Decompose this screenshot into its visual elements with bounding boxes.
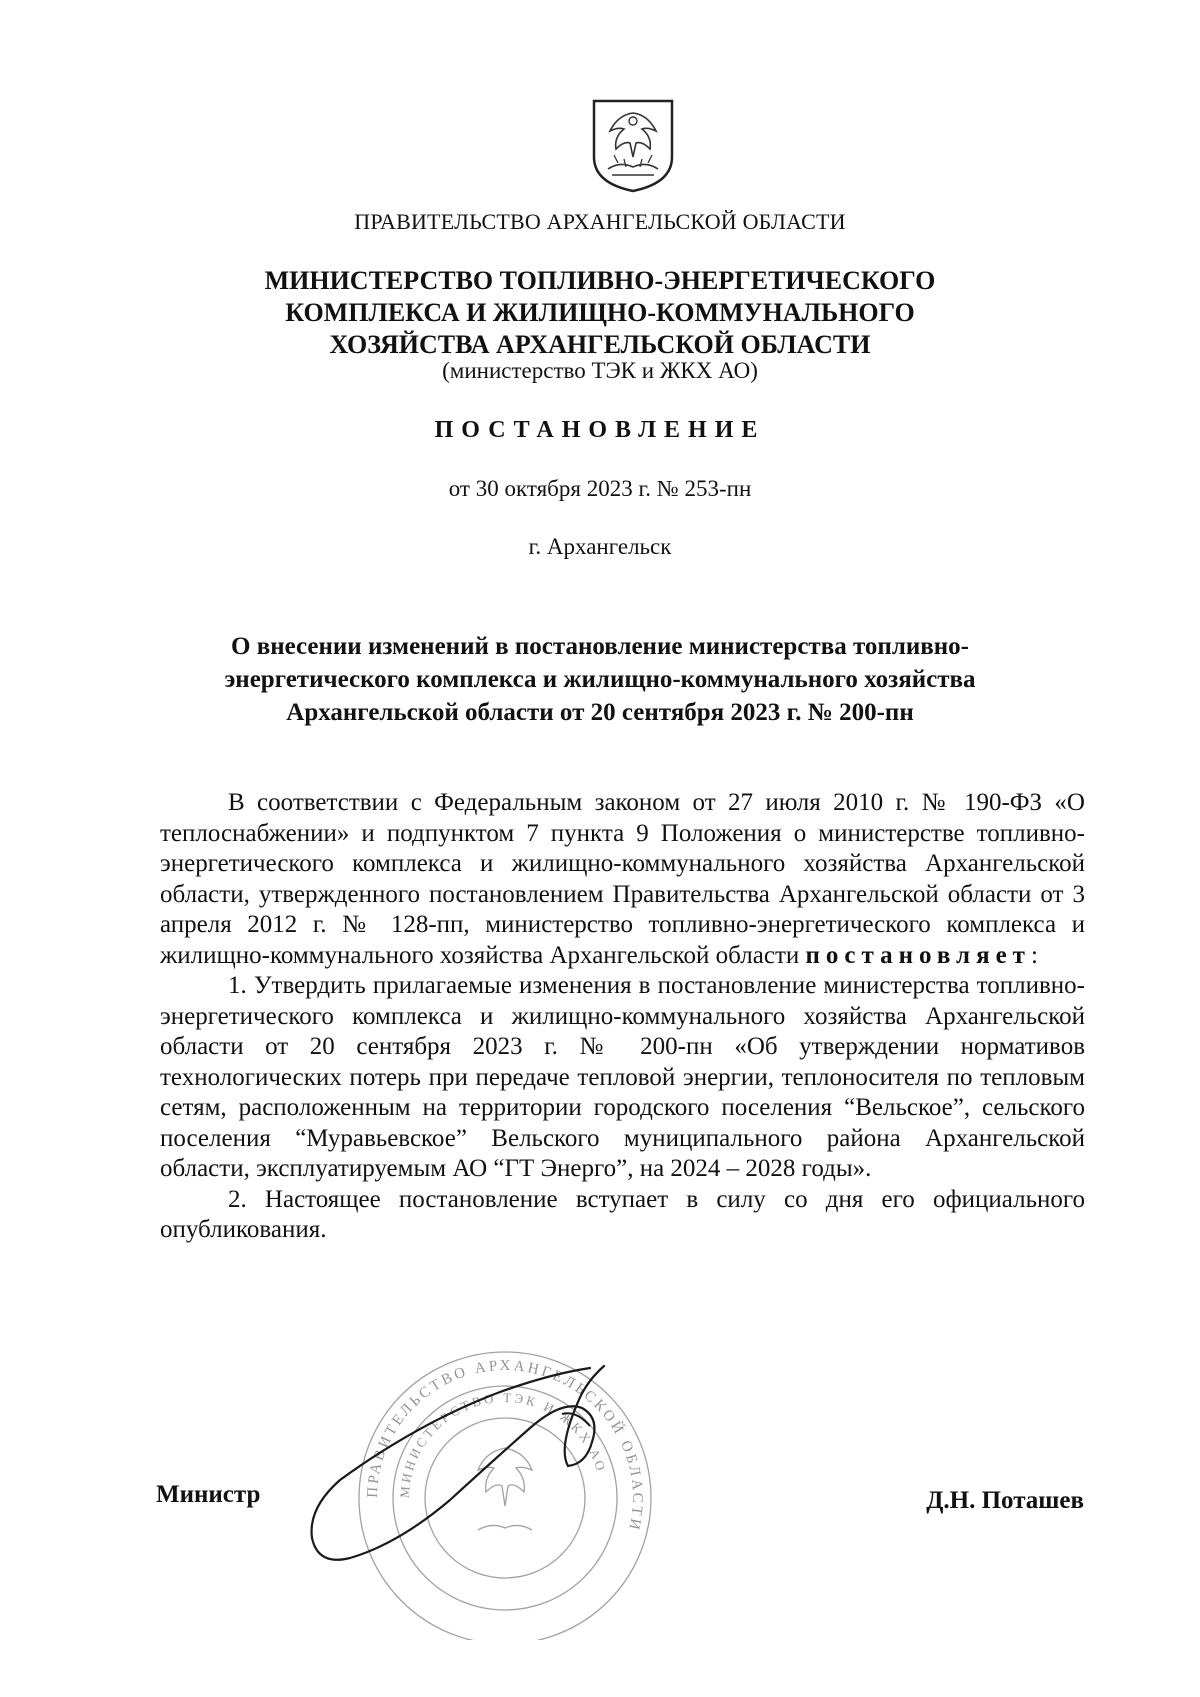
item-1-paragraph: 1. Утвердить прилагаемые изменения в постановление министерства топливно-энергетического комплекса и жилищно-коммунального хозяйства Архангельской области от 20 сентября 2023 г. № 200-пн «Об утверждении нормативов технологических потерь при передаче тепловой энергии, теплоносителя по тепловым сетям, расположенным на территории городского поселения “Вельское”, сельского поселения “Муравьевское” Вельского муниципального района Архангельской области, эксплуатируемым АО “ГТ Энерго”, на 2024 – 2028 годы».	[160, 972, 1085, 1182]
signatory-name: Д.Н. Поташев	[926, 1487, 1084, 1514]
coat-of-arms-icon	[588, 97, 678, 193]
preamble-paragraph	[160, 788, 1085, 971]
preamble-text: В соответствии с Федеральным законом от 27 июля 2010 г. № 190-ФЗ «О теплоснабжении» и подпунктом 7 пункта 9 Положения о министерстве топливно-энергетического комплекса и жилищно-коммунального хозяйства Архангельской области, утвержденного постановлением Правительства Архангельской области от 3 апреля 2012 г. № 128-пп, министерство топливно-энергетического комплекса и жилищно-коммунального хозяйства Архангельской области	[160, 789, 1085, 969]
subject-line: энергетического комплекса и жилищно-коммунального хозяйства	[224, 666, 976, 693]
document-city: г. Архангельск	[528, 534, 672, 559]
item-2-paragraph: 2. Настоящее постановление вступает в силу со дня его официального опубликования.	[160, 1185, 1085, 1243]
document-body	[160, 788, 1085, 1246]
signatory-position: Министр	[156, 1481, 261, 1508]
subject-line: Архангельской области от 20 сентября 2023 г. № 200-пн	[286, 699, 914, 726]
ministry-short-name: (министерство ТЭК и ЖКХ АО)	[442, 358, 758, 383]
document-subject	[0, 630, 1200, 729]
svg-text:ПРАВИТЕЛЬСТВО АРХАНГЕЛЬСКОЙ ОБ	[365, 1358, 645, 1534]
government-name: ПРАВИТЕЛЬСТВО АРХАНГЕЛЬСКОЙ ОБЛАСТИ	[354, 209, 846, 234]
resolves-colon: :	[1030, 941, 1038, 969]
subject-line: О внесении изменений в постановление министерства топливно-	[231, 633, 969, 660]
document-date-number: от 30 октября 2023 г. № 253-пн	[448, 476, 752, 501]
official-seal-and-signature	[300, 1330, 710, 1640]
handwritten-signature	[312, 1366, 604, 1560]
ministry-name	[0, 265, 1200, 361]
seal-outer-text: ПРАВИТЕЛЬСТВО АРХАНГЕЛЬСКОЙ ОБЛАСТИ	[364, 1357, 646, 1534]
resolves-word: постановляет	[805, 941, 1031, 969]
ministry-name-line: КОМПЛЕКСА И ЖИЛИЩНО-КОММУНАЛЬНОГО	[285, 298, 915, 327]
seal-inner-text: МИНИСТЕРСТВО ТЭК И ЖКХ АО	[396, 1389, 610, 1499]
document-type: ПОСТАНОВЛЕНИЕ	[434, 417, 766, 443]
ministry-name-line: МИНИСТЕРСТВО ТОПЛИВНО-ЭНЕРГЕТИЧЕСКОГО	[264, 266, 936, 295]
ministry-name-line: ХОЗЯЙСТВА АРХАНГЕЛЬСКОЙ ОБЛАСТИ	[329, 330, 871, 359]
